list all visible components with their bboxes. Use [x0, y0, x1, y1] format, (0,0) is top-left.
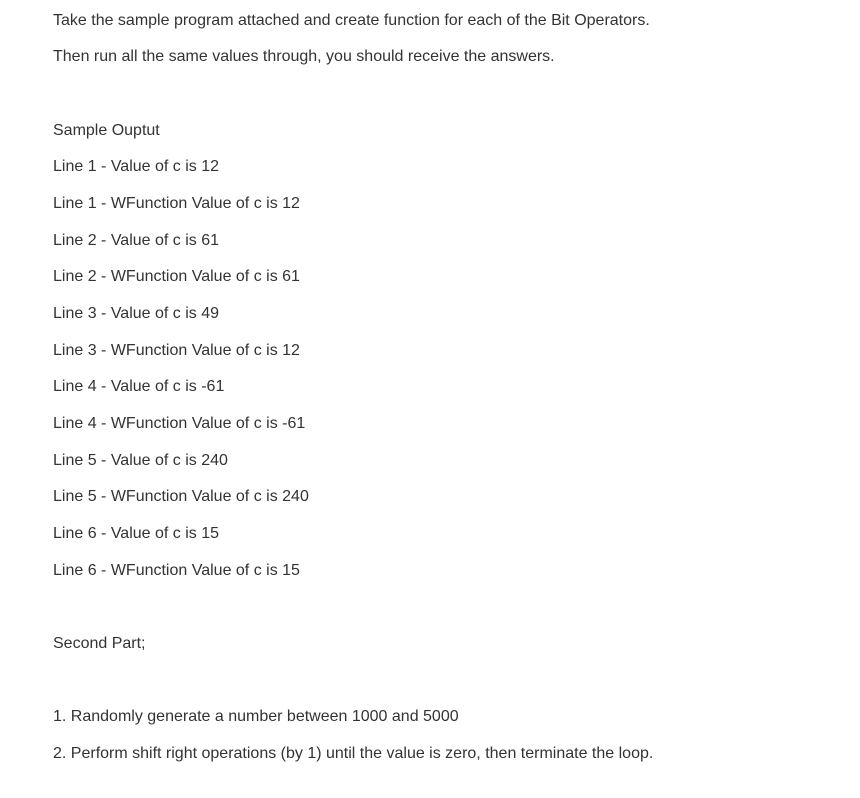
sample-output-line: Line 6 - WFunction Value of c is 15 — [53, 562, 300, 579]
sample-output-line: Line 4 - WFunction Value of c is -61 — [53, 415, 306, 432]
sample-output-line: Line 2 - WFunction Value of c is 61 — [53, 268, 300, 285]
sample-output-line: Line 5 - WFunction Value of c is 240 — [53, 488, 309, 505]
sample-output-line: Line 3 - Value of c is 49 — [53, 305, 220, 322]
sample-output-line: Line 6 - Value of c is 15 — [53, 525, 220, 542]
sample-output-line: Line 2 - Value of c is 61 — [53, 232, 220, 249]
intro-line-1: Take the sample program attached and create function for each of the Bit Operators. — [53, 12, 650, 29]
second-part-item-1: 1. Randomly generate a number between 1000 and 5000 — [53, 708, 459, 725]
intro-line-2: Then run all the same values through, you should receive the answers. — [53, 48, 555, 65]
sample-output-line: Line 1 - Value of c is 12 — [53, 158, 220, 175]
second-part-heading: Second Part; — [53, 635, 146, 652]
sample-output-line: Line 4 - Value of c is -61 — [53, 378, 225, 395]
sample-output-line: Line 1 - WFunction Value of c is 12 — [53, 195, 300, 212]
second-part-item-2: 2. Perform shift right operations (by 1) until the value is zero, then terminate the loop. — [53, 745, 654, 762]
sample-output-line: Line 3 - WFunction Value of c is 12 — [53, 342, 300, 359]
sample-output-heading: Sample Ouptut — [53, 122, 160, 139]
sample-output-line: Line 5 - Value of c is 240 — [53, 452, 228, 469]
